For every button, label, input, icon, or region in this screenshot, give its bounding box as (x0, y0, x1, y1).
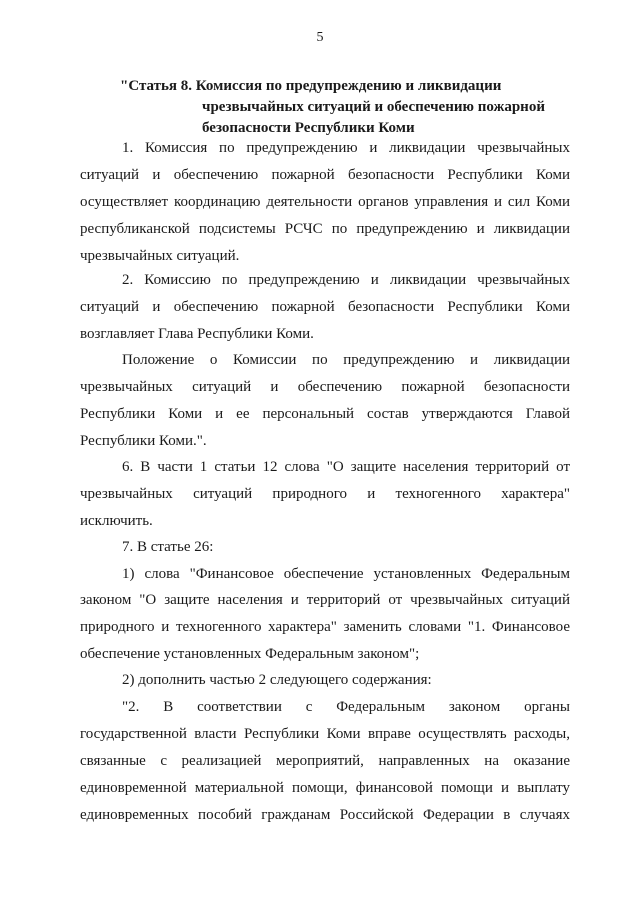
text-line: возглавляет Глава Республики Коми. (80, 326, 314, 342)
text-line: "2. В соответствии с Федеральным законом органы (122, 699, 570, 715)
heading-line-2: чрезвычайных ситуаций и обеспечению пожарной (202, 99, 545, 115)
text-line: 1. Комиссия по предупреждению и ликвидации чрезвычайных (122, 140, 570, 156)
text-line: государственной власти Республики Коми вправе осуществлять расходы, (80, 726, 570, 742)
text-line: 2) дополнить частью 2 следующего содержания: (122, 672, 432, 688)
text-line: осуществляет координацию деятельности органов управления и сил Коми (80, 194, 570, 210)
text-line: чрезвычайных ситуаций. (80, 248, 240, 264)
text-line: Положение о Комиссии по предупреждению и ликвидации (122, 352, 570, 368)
text-line: 7. В статье 26: (122, 539, 214, 555)
text-line: единовременной материальной помощи, финансовой помощи и выплату (80, 780, 570, 796)
text-line: Республики Коми и ее персональный состав утверждаются Главой (80, 406, 570, 422)
text-line: 6. В части 1 статьи 12 слова "О защите населения территорий от (122, 459, 570, 475)
text-line: ситуаций и обеспечению пожарной безопасности Республики Коми (80, 167, 570, 183)
text-line: чрезвычайных ситуаций и обеспечению пожарной безопасности (80, 379, 570, 395)
text-line: единовременных пособий гражданам Российской Федерации в случаях (80, 807, 570, 823)
text-line: природного и техногенного характера" заменить словами "1. Финансовое (80, 619, 570, 635)
text-line: законом "О защите населения и территорий от чрезвычайных ситуаций (80, 592, 570, 608)
page-number: 5 (316, 30, 324, 45)
text-line: 1) слова "Финансовое обеспечение установленных Федеральным (122, 566, 570, 582)
text-line: связанные с реализацией мероприятий, направленных на оказание (80, 753, 570, 769)
text-line: исключить. (80, 513, 153, 529)
text-line: 2. Комиссию по предупреждению и ликвидации чрезвычайных (122, 272, 570, 288)
text-line: республиканской подсистемы РСЧС по предупреждению и ликвидации (80, 221, 570, 237)
article-heading (120, 76, 590, 139)
heading-line-1: "Статья 8. Комиссия по предупреждению и ликвидации (120, 78, 502, 94)
heading-line-3: безопасности Республики Коми (202, 120, 415, 136)
text-line: Республики Коми.". (80, 433, 207, 449)
text-line: ситуаций и обеспечению пожарной безопасности Республики Коми (80, 299, 570, 315)
text-line: обеспечение установленных Федеральным законом"; (80, 646, 420, 662)
text-line: чрезвычайных ситуаций природного и техногенного характера" (80, 486, 570, 502)
